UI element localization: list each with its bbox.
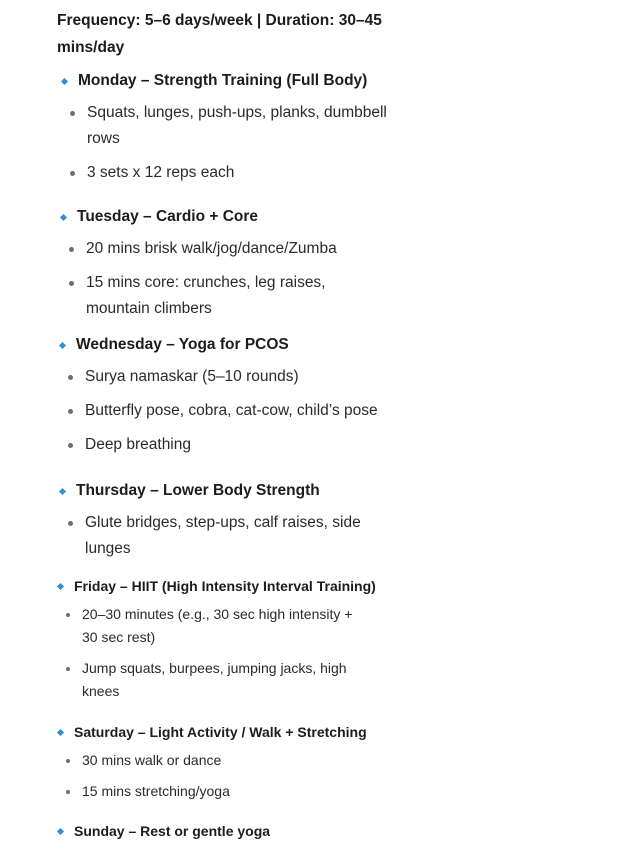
- day-heading: [58, 575, 376, 597]
- day-section-saturday: [58, 721, 367, 811]
- bullet-dot-icon: [68, 521, 73, 526]
- exercise-text: 15 mins stretching/yoga: [82, 783, 230, 799]
- exercise-text: Butterfly pose, cobra, cat-cow, child’s pose: [85, 402, 378, 419]
- day-section-tuesday: [61, 205, 386, 330]
- exercise-text: Surya namaskar (5–10 rounds): [85, 368, 299, 385]
- exercise-text: Deep breathing: [85, 436, 191, 453]
- day-heading: [61, 205, 386, 229]
- list-item: [58, 657, 376, 703]
- frequency-duration-heading: Frequency: 5–6 days/week | Duration: 30–45 mins/day: [57, 12, 382, 56]
- exercise-list: [58, 603, 376, 703]
- list-item: [60, 432, 385, 458]
- day-section-sunday: [58, 820, 270, 842]
- bullet-dot-icon: [69, 281, 74, 286]
- day-heading: [58, 820, 270, 842]
- bullet-dot-icon: [66, 790, 70, 794]
- day-title: Thursday – Lower Body Strength: [76, 482, 320, 499]
- bullet-dot-icon: [66, 667, 70, 671]
- exercise-text: Glute bridges, step-ups, calf raises, side lunges: [85, 514, 361, 557]
- list-item: [60, 364, 385, 390]
- bullet-dot-icon: [68, 443, 73, 448]
- day-heading: [60, 333, 385, 357]
- day-section-wednesday: [60, 333, 385, 466]
- exercise-list: [58, 749, 367, 803]
- list-item: [58, 780, 367, 803]
- bullet-dot-icon: [70, 171, 75, 176]
- exercise-list: [62, 100, 387, 186]
- day-title: Monday – Strength Training (Full Body): [78, 72, 368, 89]
- list-item: [60, 398, 385, 424]
- day-title: Saturday – Light Activity / Walk + Stretching: [74, 724, 367, 740]
- exercise-list: [60, 364, 385, 458]
- bullet-dot-icon: [68, 409, 73, 414]
- day-title: Tuesday – Cardio + Core: [77, 208, 259, 225]
- bullet-dot-icon: [69, 247, 74, 252]
- exercise-text: 20 mins brisk walk/jog/dance/Zumba: [86, 240, 337, 257]
- list-item: [60, 510, 385, 562]
- exercise-text: Jump squats, burpees, jumping jacks, high knees: [82, 660, 347, 699]
- day-heading: [60, 479, 385, 503]
- exercise-list: [61, 236, 386, 322]
- day-heading: [58, 721, 367, 743]
- list-item: [61, 270, 386, 322]
- exercise-list: [60, 510, 385, 562]
- diamond-bullet-icon: [59, 341, 66, 348]
- diamond-bullet-icon: [59, 487, 66, 494]
- bullet-dot-icon: [66, 613, 70, 617]
- day-section-monday: [62, 69, 387, 194]
- diamond-bullet-icon: [57, 728, 64, 735]
- day-title: Friday – HIIT (High Intensity Interval Training): [74, 578, 376, 594]
- bullet-dot-icon: [70, 111, 75, 116]
- day-section-friday: [58, 575, 376, 711]
- diamond-bullet-icon: [57, 827, 64, 834]
- list-item: [58, 749, 367, 772]
- exercise-text: 30 mins walk or dance: [82, 752, 222, 768]
- exercise-text: 3 sets x 12 reps each: [87, 164, 235, 181]
- exercise-text: 20–30 minutes (e.g., 30 sec high intensity + 30 sec rest): [82, 606, 353, 645]
- day-title: Wednesday – Yoga for PCOS: [76, 336, 289, 353]
- day-title: Sunday – Rest or gentle yoga: [74, 823, 271, 839]
- list-item: [58, 603, 376, 649]
- list-item: [62, 100, 387, 152]
- day-section-thursday: [60, 479, 385, 570]
- bullet-dot-icon: [68, 375, 73, 380]
- diamond-bullet-icon: [61, 77, 68, 84]
- diamond-bullet-icon: [60, 213, 67, 220]
- list-item: [61, 236, 386, 262]
- exercise-text: Squats, lunges, push-ups, planks, dumbbell rows: [87, 104, 387, 147]
- exercise-text: 15 mins core: crunches, leg raises, mountain climbers: [86, 274, 326, 317]
- diamond-bullet-icon: [57, 582, 64, 589]
- list-item: [62, 160, 387, 186]
- bullet-dot-icon: [66, 759, 70, 763]
- day-heading: [62, 69, 387, 93]
